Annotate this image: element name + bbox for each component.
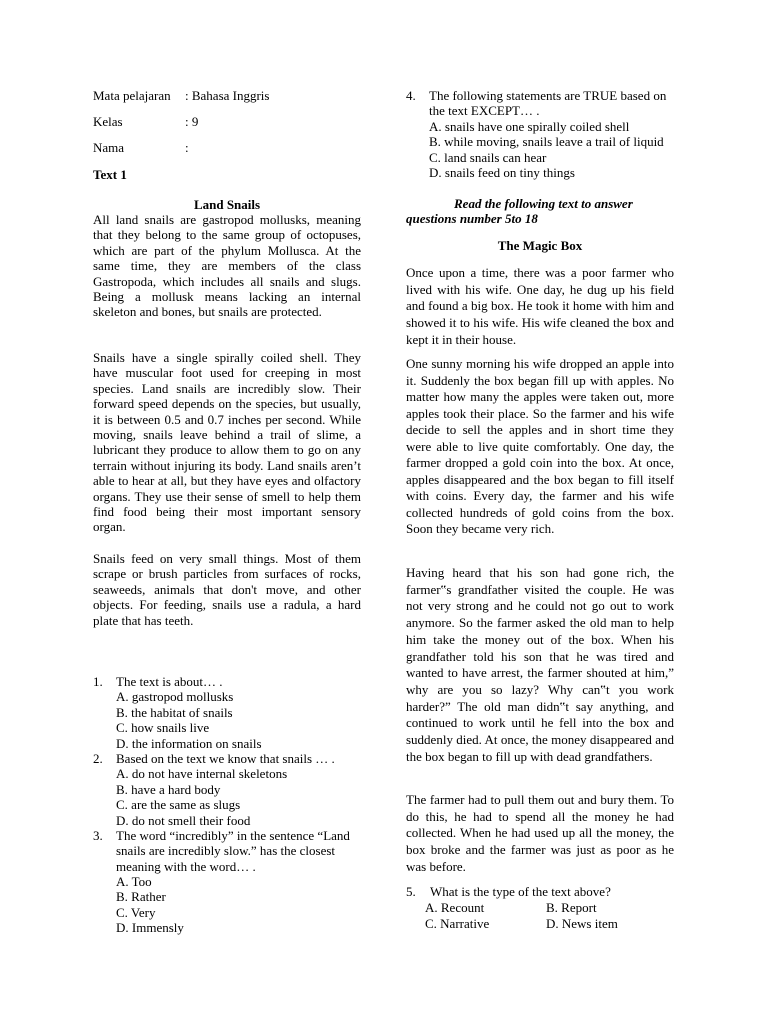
option-a[interactable]: A. Recount [425,900,485,915]
option-a[interactable]: A. gastropod mollusks [116,689,234,705]
option-a[interactable]: A. snails have one spirally coiled shell [429,119,630,134]
option-a[interactable]: A. Too [116,874,152,889]
option-d[interactable]: D. snails feed on tiny things [429,165,575,181]
name-row [93,140,361,156]
question-3 [93,828,361,936]
option-list [116,766,361,828]
question-5 [406,884,674,934]
question-stem: The text is about… . [116,674,223,689]
option-list [116,874,361,936]
text1-title: Land Snails [193,197,261,212]
option-c[interactable]: C. land snails can hear [429,149,547,165]
text1-paragraph-2: Snails have a single spirally coiled shell. They have muscular foot used for creeping in most species. Land snails are incredibly slow. Their forward speed depends on the species, but usually, it is between 0.5 and 0.7 inches per second. While moving, snails leave behind a trail of slime, a lubricant they produce to allow them to go on any terrain without injuring its body. Land snails aren’t able to hear at all, but they have eyes and olfactory organs. They use their sense of smell to help them find food being their most important sensory organ. [93,350,361,535]
option-c[interactable]: C. how snails live [116,720,210,736]
option-d[interactable]: D. do not smell their food [116,812,251,828]
text1-label: Text 1 [93,167,127,182]
text2-paragraph-2: One sunny morning his wife dropped an apple into it. Suddenly the box began fill up with apples. No matter how many the apples were taken out, more apples took their place. So the farmer and his wife decide to sell the apples and in short time they were able to live quite comfortably. One day, the farmer dropped a gold coin into the box. At once, apples disappeared and the box began to fill itself with coins. Every day, the farmer and his wife collected hundreds of gold coins from the box. Soon they became very rich. [406,356,674,536]
question-stem: The following statements are TRUE based on the text EXCEPT… . [429,88,667,119]
name-value: : [185,140,189,155]
question-number: 3. [93,828,103,843]
question-number: 5. [406,884,416,899]
option-b[interactable]: B. while moving, snails leave a trail of liquid [429,134,664,150]
question-stem: The word “incredibly” in the sentence “Land snails are incredibly slow.” has the closest meaning with the word… . [116,828,350,874]
option-row-2 [425,916,665,932]
option-c[interactable]: C. are the same as slugs [116,797,241,813]
subject-value: : Bahasa Inggris [185,88,270,103]
option-d[interactable]: D. the information on snails [116,735,262,751]
option-a[interactable]: A. do not have internal skeletons [116,766,288,782]
question-2 [93,751,361,829]
subject-label: Mata pelajaran [93,88,171,103]
reading-instruction: Read the following text to answer questions number 5to 18 [406,196,633,227]
option-b[interactable]: B. Rather [116,889,166,905]
text2-paragraph-4: The farmer had to pull them out and bury them. To do this, he had to spend all the money he had collected. When he had used up all the money, the box broke and the farmer was just as poor as he was before. [406,792,674,874]
text2-title: The Magic Box [497,238,583,253]
option-b[interactable]: B. the habitat of snails [116,704,233,720]
question-4 [406,88,674,198]
class-value: : 9 [185,114,199,129]
option-d[interactable]: D. News item [546,916,618,931]
option-d[interactable]: D. Immensly [116,920,184,936]
option-list [116,689,361,751]
option-list [429,119,674,181]
text2-paragraph-3: Having heard that his son had gone rich, the farmer‟s grandfather visited the couple. He was not very strong and he could not go out to work anymore. So the farmer asked the old man to help him take the money out of the box. When his grandfather told his son that he was tired and wanted to have arrest, the farmer shouted at him,” why are you so lazy? Why can‟t you work harder?” The old man didn‟t say anything, and continued to work until he fell into the box and suddenly died. At once, the money disappeared and the box began to fill up with dead grandfathers. [406,565,674,764]
text2-paragraph-1: Once upon a time, there was a poor farmer who lived with his wife. One day, he dug up his field and found a big box. He took it home with him and showed it to his wife. His wife cleaned the box and kept it in their house. [406,265,674,347]
option-c[interactable]: C. Very [116,904,156,920]
text1-paragraph-1: All land snails are gastropod mollusks, meaning that they belong to the same group of octopuses, which are part of the phylum Mollusca. At the same time, they are members of the class Gastropoda, which includes all snails and slugs. Being a mollusk means lacking an internal skeleton and bones, but snails are protected. [93,212,361,320]
question-number: 1. [93,674,103,689]
name-label: Nama [93,140,125,155]
option-c[interactable]: C. Narrative [425,916,490,931]
question-number: 2. [93,751,103,766]
question-stem: Based on the text we know that snails … . [116,751,335,766]
subject-row [93,88,361,104]
option-row-1 [425,900,665,916]
class-row [93,114,361,130]
question-1 [93,674,361,752]
question-number: 4. [406,88,416,103]
option-b[interactable]: B. have a hard body [116,781,221,797]
class-label: Kelas [93,114,123,129]
option-b[interactable]: B. Report [546,900,597,915]
question-stem: What is the type of the text above? [430,884,611,899]
text1-paragraph-3: Snails feed on very small things. Most of them scrape or brush particles from surfaces of rocks, seaweeds, animals that don't move, and other objects. For feeding, snails use a radula, a hard plate that has teeth. [93,551,361,628]
